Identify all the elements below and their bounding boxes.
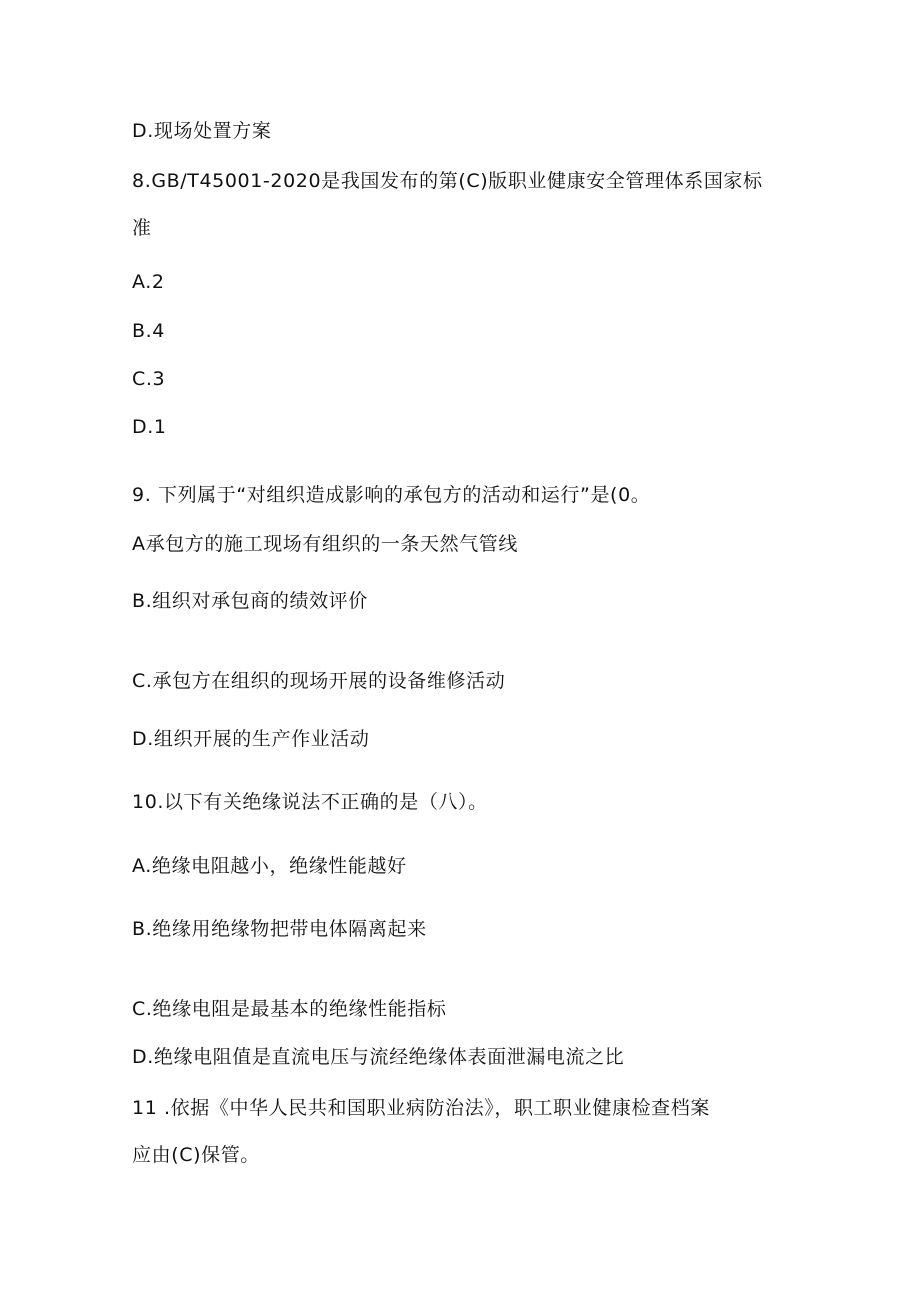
q8-stem-line-2: 准 <box>132 217 152 239</box>
q9-option-a: A承包方的施工现场有组织的一条天然气管线 <box>132 533 518 555</box>
q8-stem-line-1: 8.GB/T45001-2020是我国发布的第(C)版职业健康安全管理体系国家标 <box>132 170 763 192</box>
q10-stem: 10.以下有关绝缘说法不正确的是（八）。 <box>132 791 488 813</box>
q9-stem: 9. 下列属于“对组织造成影响的承包方的活动和运行”是(0。 <box>132 484 651 506</box>
q8-option-b: B.4 <box>132 320 165 342</box>
q9-option-c: C.承包方在组织的现场开展的设备维修活动 <box>132 670 506 692</box>
q10-option-c: C.绝缘电阻是最基本的绝缘性能指标 <box>132 998 447 1020</box>
q9-option-b: B.组织对承包商的绩效评价 <box>132 590 368 612</box>
q8-option-d: D.1 <box>132 416 167 438</box>
q9-option-d: D.组织开展的生产作业活动 <box>132 728 370 750</box>
q8-option-c: C.3 <box>132 368 166 390</box>
q11-stem-line-2: 应由(C)保管。 <box>132 1144 260 1166</box>
q8-option-a: A.2 <box>132 271 165 293</box>
q10-option-b: B.绝缘用绝缘物把带电体隔离起来 <box>132 918 427 940</box>
q11-stem-line-1: 11 .依据《中华人民共和国职业病防治法》，职工职业健康检查档案 <box>132 1097 710 1119</box>
q10-option-a: A.绝缘电阻越小，绝缘性能越好 <box>132 855 407 877</box>
q10-option-d: D.绝缘电阻值是直流电压与流经绝缘体表面泄漏电流之比 <box>132 1046 625 1068</box>
q7-option-d: D.现场处置方案 <box>132 120 272 142</box>
